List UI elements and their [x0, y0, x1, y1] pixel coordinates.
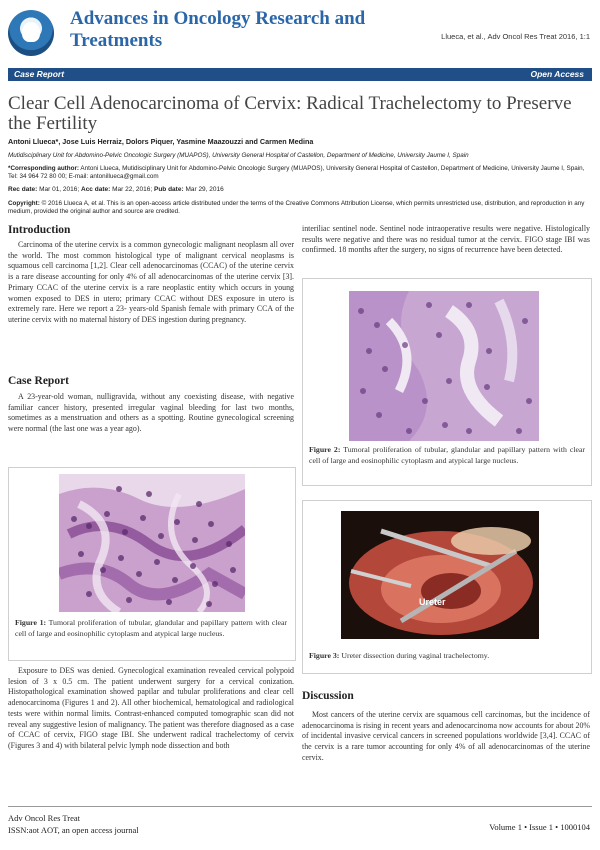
publisher-logo-icon: [8, 10, 54, 56]
case-report-text-2: Exposure to DES was denied. Gynecological examination revealed cervical polypoid lesion of 3 x 0.5 cm. The patient underwent surgery for a cervical conization. Histopathological examination showed papilar and tubular proliferations and clear cell adenocarcinoma (Figures 1 and 2). All other biochemical, hematological and radiological tests were within normal limits. Contrast-enhanced computed tomographic scan did not reveal any suggestive lesion of malignancy. The patient was therefore diagnosed as a case of CCAC of cervix, FIGO stage IBI. She underwent radical trachelectomy of cervix (Figures 3 and 4) with bilateral pelvic lymph node dissection and both: [8, 666, 294, 750]
footer-issn: ISSN:aot AOT, an open access journal: [8, 825, 139, 835]
open-access-label: Open Access: [530, 69, 584, 79]
discussion-heading: Discussion: [302, 690, 354, 702]
figure-2-caption-text: Tumoral proliferation of tubular, glandular and papillary pattern with clear cell of large and eosinophilic cytoplasm and atypical large nucleus.: [309, 445, 586, 465]
case-report-text-1: A 23-year-old woman, nulligravida, without any coexisting disease, with negative familiar cancer history, presented irregular vaginal bleeding for last two months, sometimes as a menstruation and others as a spotting. Routine gynecological screening were normal (the last one was a year ago).: [8, 392, 294, 434]
article-title: Clear Cell Adenocarcinoma of Cervix: Radical Trachelectomy to Preserve the Fertility: [8, 93, 572, 134]
figure-3-label: Figure 3:: [309, 651, 340, 660]
copyright: [8, 200, 592, 216]
surgery-image-3: [341, 511, 539, 639]
figure-3-caption-text: Ureter dissection during vaginal trachelectomy.: [341, 651, 490, 660]
figure-2-label: Figure 2:: [309, 445, 341, 454]
corresponding-text: Antoni Llueca, Mutidisciplinary Unit for Abdomino-Pelvic Oncologic Surgery (MUAPOS), University General Hospital of Castellon, Department of Medicine, University Jaume I, Spain, Tel: 34 964 72 80 00; E-mail: antonillueca@gmail.com: [8, 165, 585, 180]
corresponding-label: *Corresponding author:: [8, 165, 80, 172]
copyright-text: © 2016 Llueca A, et al. This is an open-access article distributed under the terms of the Creative Commons Attribution License, which permits unrestricted use, distribution, and reproduction in any medium, provided the original author and source are credited.: [8, 200, 585, 215]
case-report-text-3: interiliac sentinel node. Sentinel node intraoperative results were negative. Histologically results were negative and there was no residual tumor at the cervix. FIGO stage IBI was confirmed. 18 months after the surgery, no signs of recurrence have been detected.: [302, 224, 590, 255]
journal-title: Advances in Oncology Research and Treatments: [70, 8, 366, 51]
figure-2-caption: [309, 445, 585, 466]
ureter-label: Ureter: [419, 597, 446, 607]
dates: [8, 186, 224, 193]
figure-1-caption-text: Tumoral proliferation of tubular, glandular and papillary pattern with clear cell of large and eosinophilic cytoplasm and atypical large nucleus.: [15, 618, 288, 638]
discussion-text: Most cancers of the uterine cervix are squamous cell carcinomas, but the incidence of adenocarcinoma is rising in recent years and adenocarcinoma now accounts for about 20% of incidental invasive cervical cancers in screened populations worldwide [3,4]. CCAC of the cervix is a rare tumor accounting for only 4% of all adenocarcinomas of the uterine cervix.: [302, 710, 590, 762]
copyright-label: Copyright:: [8, 200, 40, 207]
figure-1-label: Figure 1:: [15, 618, 47, 627]
article-type-label: Case Report: [14, 69, 65, 79]
footer-journal-abbrev: Adv Oncol Res Treat: [8, 813, 81, 823]
acc-label: Acc date:: [81, 186, 111, 193]
rec-label: Rec date:: [8, 186, 38, 193]
histology-image-2: [349, 291, 539, 441]
rec-date: Mar 01, 2016;: [39, 186, 80, 193]
pub-date: Mar 29, 2016: [185, 186, 224, 193]
footer-divider: [8, 806, 592, 807]
introduction-heading: Introduction: [8, 224, 71, 236]
figure-1: [8, 467, 296, 661]
acc-date: Mar 22, 2016;: [112, 186, 153, 193]
affiliation: Mutidisciplinary Unit for Abdomino-Pelvic Oncologic Surgery (MUAPOS), University General Hospital of Castellon, Department of Medicine, University Jaume I, Spain: [8, 152, 469, 159]
figure-3: [302, 500, 592, 674]
footer-journal: [8, 812, 139, 836]
histology-image-1: [59, 474, 245, 612]
figure-3-caption: [309, 651, 585, 662]
figure-1-caption: [15, 618, 287, 639]
citation: Llueca, et al., Adv Oncol Res Treat 2016, 1:1: [441, 32, 590, 41]
corresponding-author: [8, 165, 592, 181]
footer-volume: Volume 1 • Issue 1 • 1000104: [489, 822, 590, 832]
article-type-banner: [8, 68, 592, 81]
introduction-text: Carcinoma of the uterine cervix is a common gynecologic malignant neoplasm all over the world. The most common histological type of malignant cervical neoplasms is squamous cell carcinoma [1,2]. Clear cell adenocarcinomas (CCAC) of the uterine cervix is a rare disease accounting for only 4% of all adenocarcinomas of the uterine cervix [3]. Primary CCAC of the uterine cervix is a rare neoplastic entity which occurs in young women exposed to DES in utero; primary CCAC without DES exposure in utero is extremely rare. Here we report a 23- years-old Spanish female with primary CCA of the uterine cervix with no maternal history of DES ingestion during pregnancy.: [8, 240, 294, 324]
figure-2: [302, 278, 592, 486]
pub-label: Pub date:: [154, 186, 184, 193]
case-report-heading: Case Report: [8, 375, 69, 387]
authors: Antoni Llueca*, Jose Luis Herraiz, Dolors Piquer, Yasmine Maazouzzi and Carmen Medina: [8, 137, 314, 146]
